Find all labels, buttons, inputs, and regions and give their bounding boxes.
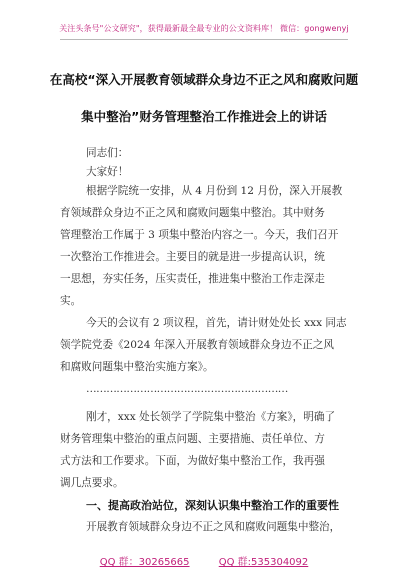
body-line: 一思想，夯实任务，压实责任，推进集中整治工作走深走 (60, 273, 325, 285)
body-line: 财务管理集中整治的重点问题、主要措施、责任单位、方 (60, 433, 325, 445)
body-line: 育领域群众身边不正之风和腐败问题集中整治。其中财务 (60, 207, 325, 219)
body-line: 和腐败问题集中整治实施方案》。 (60, 361, 214, 373)
body-line: 调几点要求。 (60, 477, 124, 489)
banner-divider (60, 39, 348, 40)
footer-qq-group-2[interactable]: QQ 群:535304092 (218, 557, 309, 568)
body-line: 领学院党委《2024 年深入开展教育领域群众身边不正之风 (60, 339, 334, 351)
title-line-2: 集中整治”财务管理整治工作推进会上的讲话 (81, 109, 327, 124)
body-line: 根据学院统一安排，从 4 月份到 12 月份，深入开展教 (86, 185, 343, 197)
body-line: 今天的会议有 2 项议程，首先，请计财处处长 xxx 同志 (86, 317, 347, 329)
promo-banner: 关注头条号"公文研究"，获得最新最全最专业的公文资料库！ 微信：gongwenyj (59, 24, 349, 33)
ellipsis-separator: …………………………………………………… (86, 383, 288, 395)
body-line: 管理整治工作属于 3 项集中整治内容之一。今天，我们召开 (60, 229, 339, 241)
greeting: 大家好！ (86, 166, 129, 178)
body-line: 刚才，xxx 处长领学了学院集中整治《方案》，明确了 (86, 411, 336, 423)
footer-contacts (0, 553, 408, 568)
body-line: 实。 (60, 295, 82, 307)
salutation: 同志们： (86, 147, 129, 159)
body-line: 开展教育领域群众身边不正之风和腐败问题集中整治， (86, 521, 341, 533)
title-line-1: 在高校“深入开展教育领域群众身边不正之风和腐败问题 (49, 72, 359, 87)
section-heading-1: 一、提高政治站位，深刻认识集中整治工作的重要性 (86, 499, 339, 512)
body-line: 一次整治工作推进会。主要目的就是进一步提高认识，统 (60, 251, 325, 263)
footer-qq-group-1[interactable]: QQ 群：30265665 (99, 557, 190, 568)
body-line: 式方法和工作要求。下面，为做好集中整治工作，我再强 (60, 455, 325, 467)
